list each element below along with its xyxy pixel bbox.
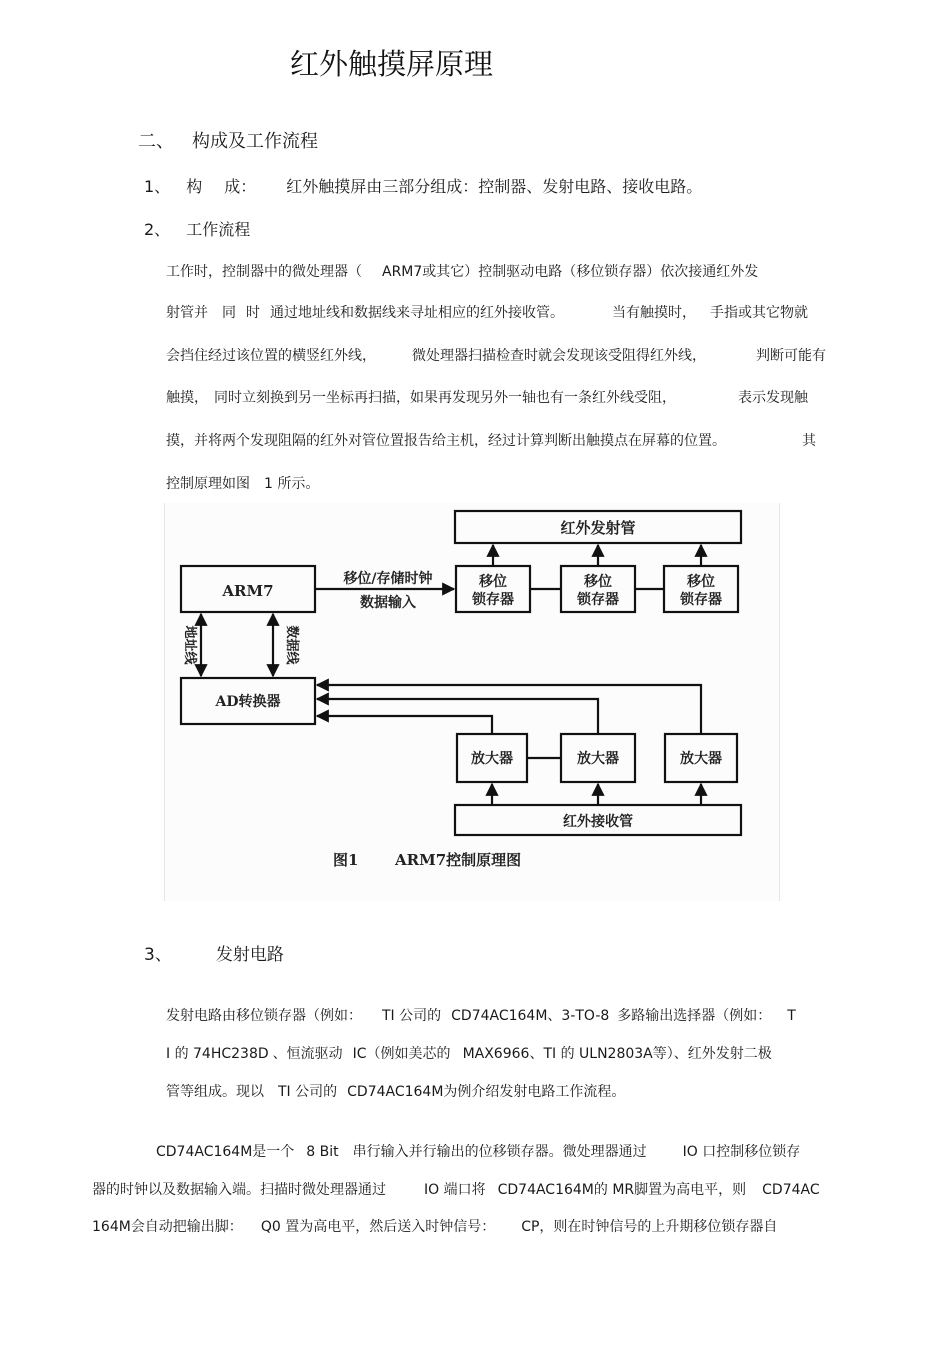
- text-run: MAX6966、TI 的 ULN2803A等）、红外发射二极: [462, 1046, 772, 1062]
- section-2-number: 二、: [138, 131, 174, 152]
- latch-1-label-top: 移位: [479, 574, 507, 590]
- text-run: CD74AC164M的 MR脚置为高电平，则: [497, 1182, 747, 1198]
- text-run: 触摸，: [166, 390, 208, 406]
- text-run: I 的 74HC238D: [166, 1046, 269, 1062]
- item-1-text: 红外触摸屏由三部分组成：控制器、发射电路、接收电路。: [286, 177, 703, 196]
- text-run: T: [787, 1008, 796, 1024]
- text-run: 会挡住经过该位置的横竖红外线，: [166, 348, 376, 364]
- text-run: CD74AC: [762, 1182, 820, 1198]
- workflow-line-2: [166, 302, 808, 322]
- workflow-line-6: [166, 473, 319, 493]
- text-run: 微处理器扫描检查时就会发现该受阻得红外线，: [412, 348, 706, 364]
- text-run: CD74AC164M是一个: [156, 1144, 295, 1160]
- arm7-label: ARM7: [222, 582, 274, 600]
- text-run: 发射电路由移位锁存器（例如：: [166, 1008, 362, 1024]
- text-run: TI 公司的: [382, 1008, 442, 1024]
- text-run: CD74AC164M为例介绍发射电路工作流程。: [347, 1084, 626, 1100]
- item-2: [144, 217, 250, 240]
- latch-2-label-bottom: 锁存器: [577, 592, 619, 608]
- workflow-line-5: [166, 430, 816, 450]
- cd74-line-1: [156, 1141, 800, 1161]
- latch-3-label-top: 移位: [687, 574, 715, 590]
- latch-3-label-bottom: 锁存器: [680, 592, 722, 608]
- text-run: 同: [222, 305, 236, 321]
- section-2-title: 构成及工作流程: [192, 131, 318, 152]
- item-1-label-a: 构: [186, 177, 203, 196]
- item-1: [144, 174, 702, 197]
- data-input-label: 数据输入: [360, 595, 416, 611]
- ir-receiver-label: 红外接收管: [563, 814, 633, 830]
- text-run: 摸，并将两个发现阻隔的红外对管位置报告给主机，经过计算判断出触摸点在屏幕的位置。: [166, 433, 726, 449]
- figure-arm7-control-diagram: [164, 503, 780, 901]
- text-run: 其: [802, 433, 816, 449]
- emitter-line-2: [166, 1043, 772, 1063]
- amp-3-to-ad-arrow: [317, 685, 701, 734]
- text-run: 器的时钟以及数据输入端。扫描时微处理器通过: [92, 1182, 386, 1198]
- latch-2-label-top: 移位: [584, 574, 612, 590]
- figure-caption-number: 图1: [333, 851, 359, 869]
- text-run: 射管并: [166, 305, 208, 321]
- address-line-label: 地址线: [182, 625, 197, 665]
- text-run: 多路输出选择器（例如：: [617, 1008, 772, 1024]
- text-run: 表示发现触: [738, 390, 808, 406]
- text-run: CP，则在时钟信号的上升期移位锁存器自: [521, 1219, 778, 1235]
- workflow-line-4: [166, 387, 808, 407]
- workflow-line-3: [166, 345, 826, 365]
- text-run: 串行输入并行输出的位移锁存器。微处理器通过: [352, 1144, 647, 1160]
- ad-converter-label: AD转换器: [215, 694, 281, 710]
- text-run: 164M会自动把输出脚：: [92, 1219, 243, 1235]
- item-2-label: 工作流程: [186, 220, 251, 239]
- amplifier-1-label: 放大器: [471, 751, 513, 767]
- text-run: IO 口控制移位锁存: [682, 1144, 801, 1160]
- emitter-line-3: [166, 1081, 625, 1101]
- text-run: Q0 置为高电平，然后送入时钟信号：: [260, 1219, 496, 1235]
- text-run: TI 公司的: [278, 1084, 338, 1100]
- text-run: IO 端口将: [424, 1182, 486, 1198]
- item-1-number: 1、: [144, 177, 171, 196]
- text-run: 8 Bit: [306, 1144, 339, 1160]
- text-run: 判断可能有: [756, 348, 826, 364]
- text-run: CD74AC164M、3-TO-8: [451, 1008, 610, 1024]
- cd74-line-2: [92, 1179, 820, 1199]
- section-3-title: 发射电路: [215, 945, 284, 965]
- text-run: ARM7或其它）控制驱动电路（移位锁存器）依次接通红外发: [382, 264, 759, 280]
- page-title: 红外触摸屏原理: [290, 47, 494, 81]
- section-2-heading: [138, 127, 318, 153]
- text-run: 工作时，控制器中的微处理器（: [166, 264, 362, 280]
- item-2-number: 2、: [144, 220, 171, 239]
- clock-label: 移位/存储时钟: [343, 571, 433, 587]
- data-line-label: 数据线: [284, 625, 299, 665]
- section-3-number: 3、: [144, 945, 172, 965]
- amp-1-to-ad-arrow: [317, 716, 492, 734]
- workflow-line-1: [166, 261, 758, 281]
- amplifier-2-label: 放大器: [577, 751, 619, 767]
- text-run: 当有触摸时，: [612, 305, 696, 321]
- text-run: 管等组成。现以: [166, 1084, 264, 1100]
- cd74-line-3: [92, 1216, 777, 1236]
- emitter-line-1: [166, 1005, 796, 1025]
- ir-emitter-label: 红外发射管: [560, 519, 636, 537]
- text-run: 控制原理如图: [166, 476, 250, 492]
- latch-1-label-bottom: 锁存器: [472, 592, 514, 608]
- text-run: 1 所示。: [264, 476, 320, 492]
- text-run: IC（例如美芯的: [352, 1046, 451, 1062]
- text-run: 、恒流驱动: [272, 1046, 343, 1062]
- text-run: 同时立刻换到另一坐标再扫描，如果再发现另外一轴也有一条红外线受阻，: [214, 390, 676, 406]
- text-run: 手指或其它物就: [710, 305, 808, 321]
- text-run: 时: [246, 305, 260, 321]
- figure-caption-text: ARM7控制原理图: [395, 851, 522, 869]
- text-run: 通过地址线和数据线来寻址相应的红外接收管。: [270, 305, 564, 321]
- amplifier-3-label: 放大器: [680, 751, 722, 767]
- item-1-label-b: 成：: [224, 177, 257, 196]
- section-3-heading: [144, 940, 284, 965]
